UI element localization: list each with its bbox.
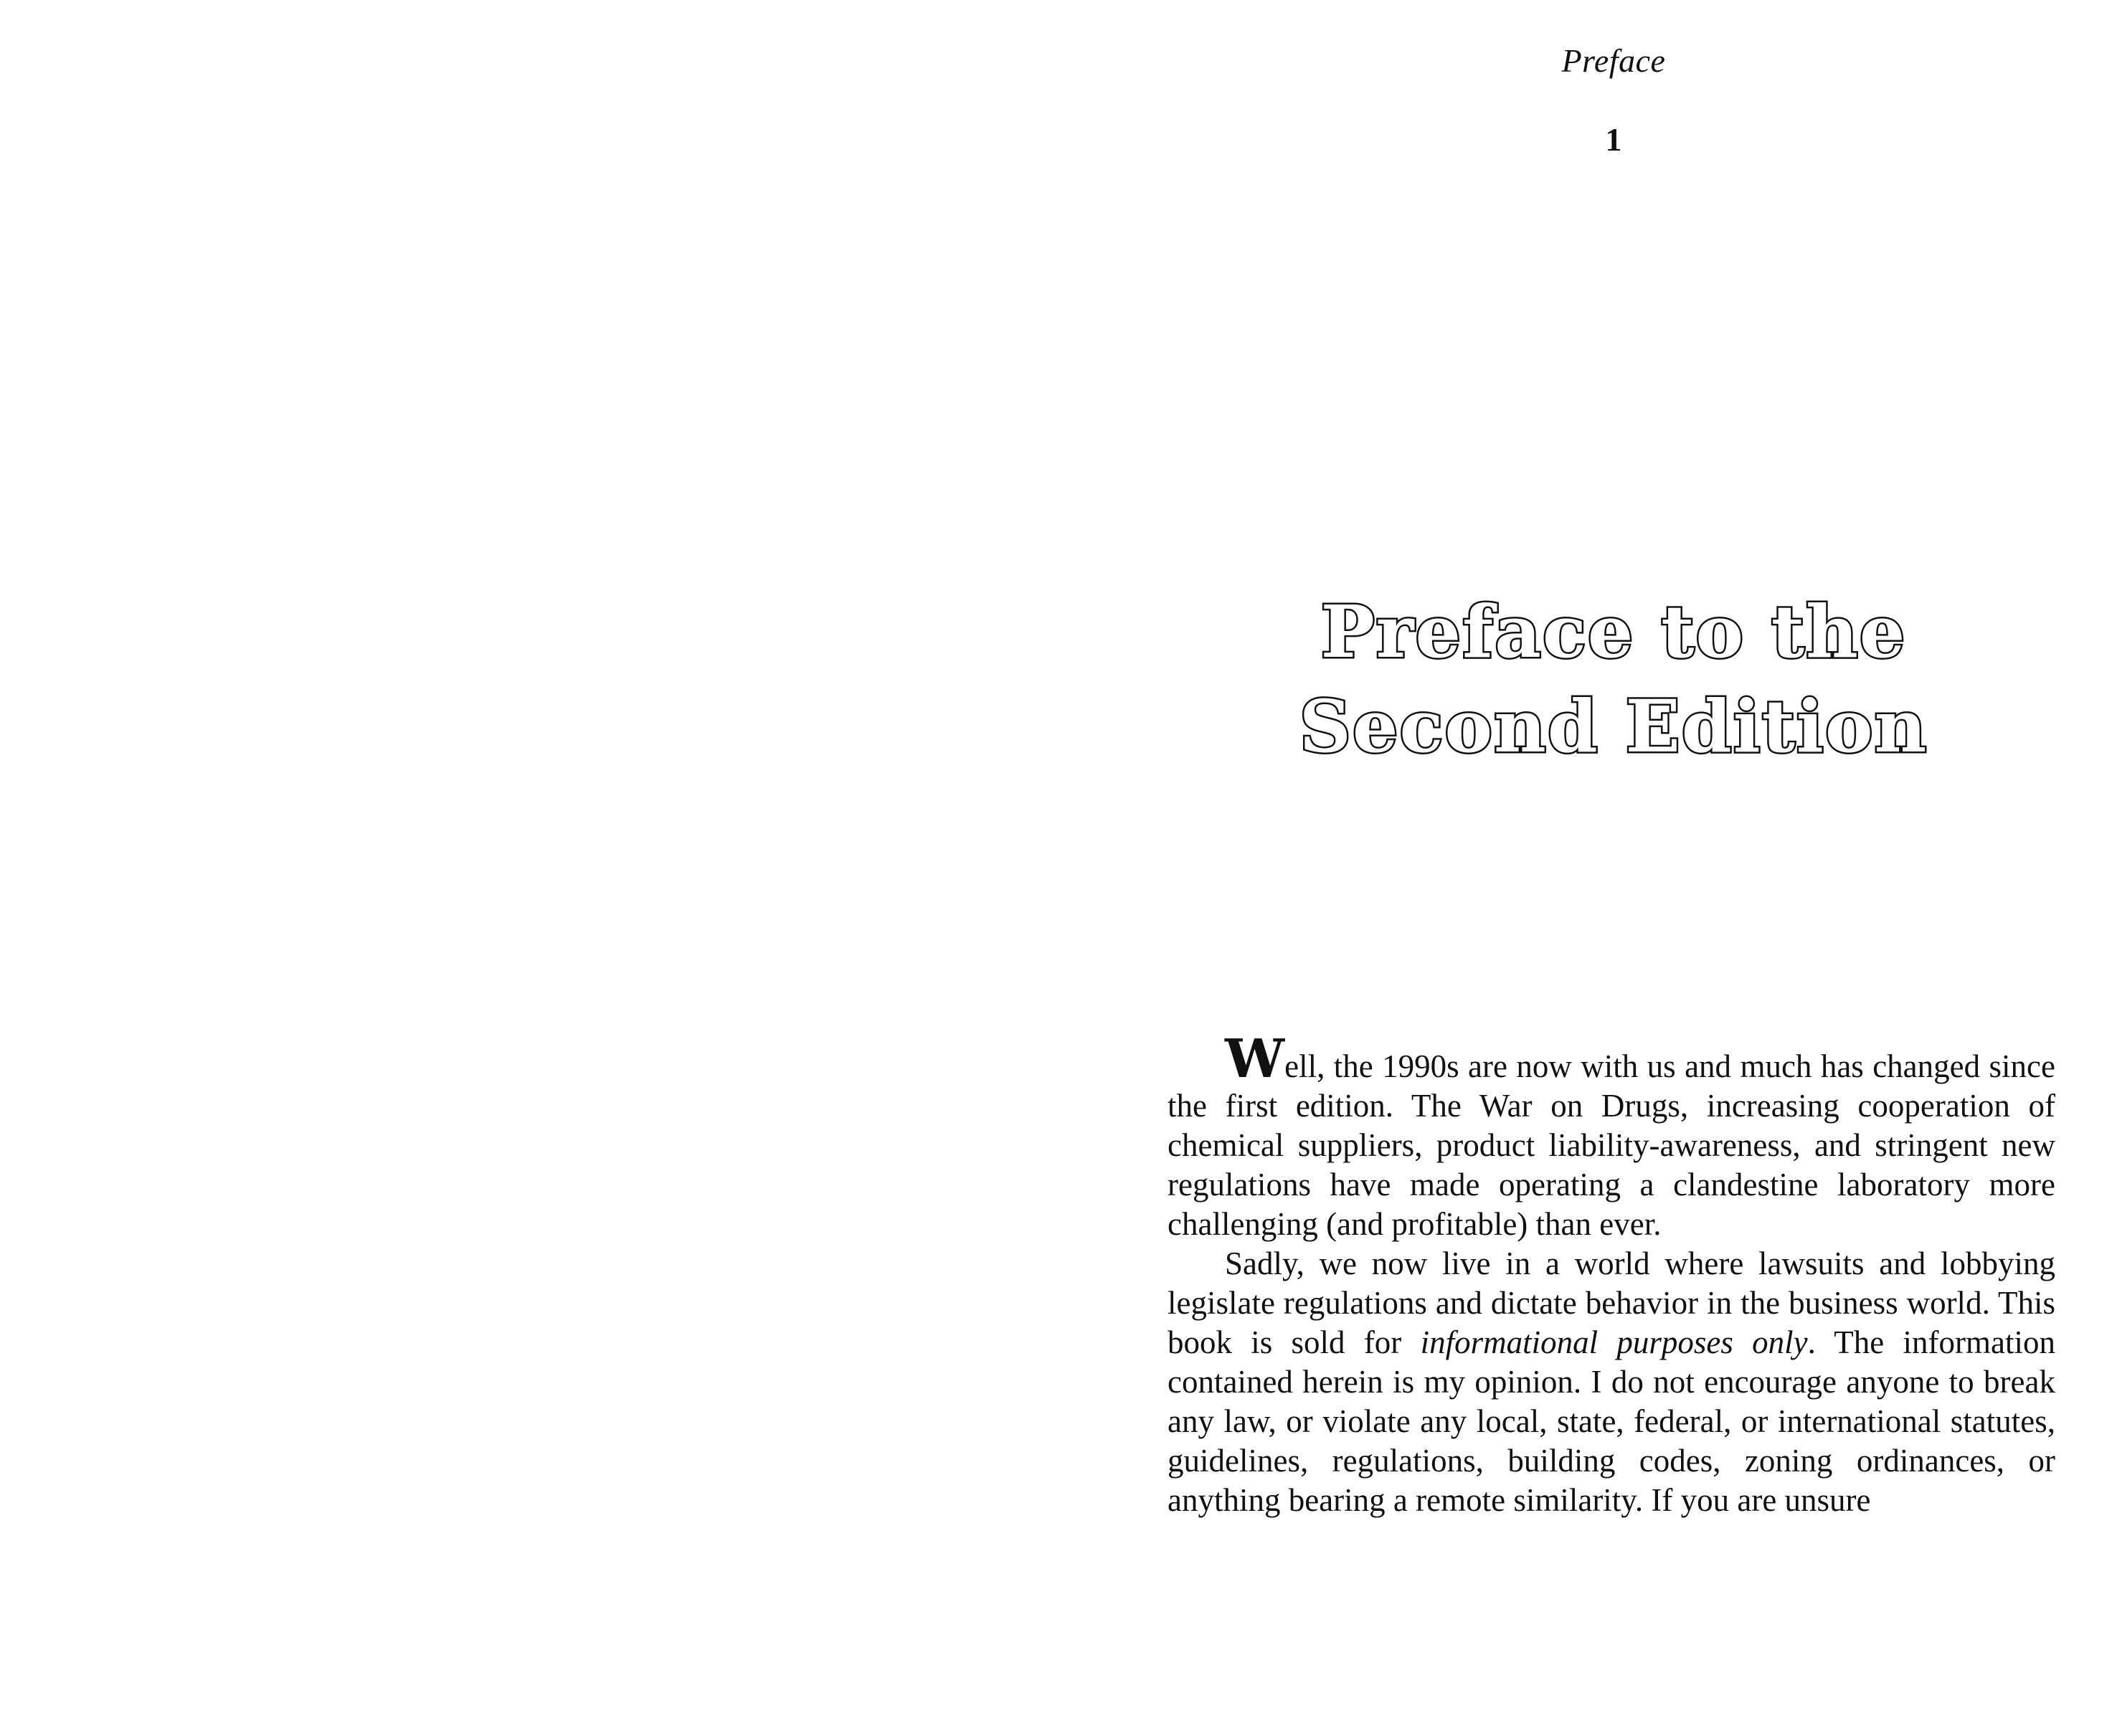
page-number: 1 <box>1605 121 1622 158</box>
paragraph-2-italic-text: informational purposes only <box>1420 1324 1808 1360</box>
paragraph-1 <box>1168 1028 2055 1244</box>
chapter-title-line-1: Preface to the <box>1320 589 1907 674</box>
body-text <box>1168 1028 2055 1520</box>
running-head: Preface <box>1561 42 1666 79</box>
paragraph-2-text-after-italic: . The information contained herein is my opinion. I do not encourage anyone to break any law, or violate any local, state, federal, or international statutes, guidelines, regulations, building codes, zoning ordinances, or anything bearing a remote similarity. If you are unsure <box>1168 1324 2055 1518</box>
paragraph-2 <box>1168 1244 2055 1520</box>
drop-cap-letter: W <box>1225 1028 1285 1090</box>
chapter-title-line-2: Second Edition <box>1299 684 1928 769</box>
left-page-blank <box>0 0 1058 1736</box>
chapter-title <box>1248 584 1979 774</box>
paragraph-2-text-before-italic: Sadly, we now live in a world where lawsuits and lobbying legislate regulations and dictate behavior in the business world. This book is sold for <box>1168 1246 2055 1360</box>
paragraph-1-text: ell, the 1990s are now with us and much has changed since the first edition. The War on Drugs, increasing cooperation of chemical suppliers, product liability-awareness, and stringent new regulations have made operating a clandestine laboratory more challenging (and profitable) than ever. <box>1168 1048 2055 1242</box>
